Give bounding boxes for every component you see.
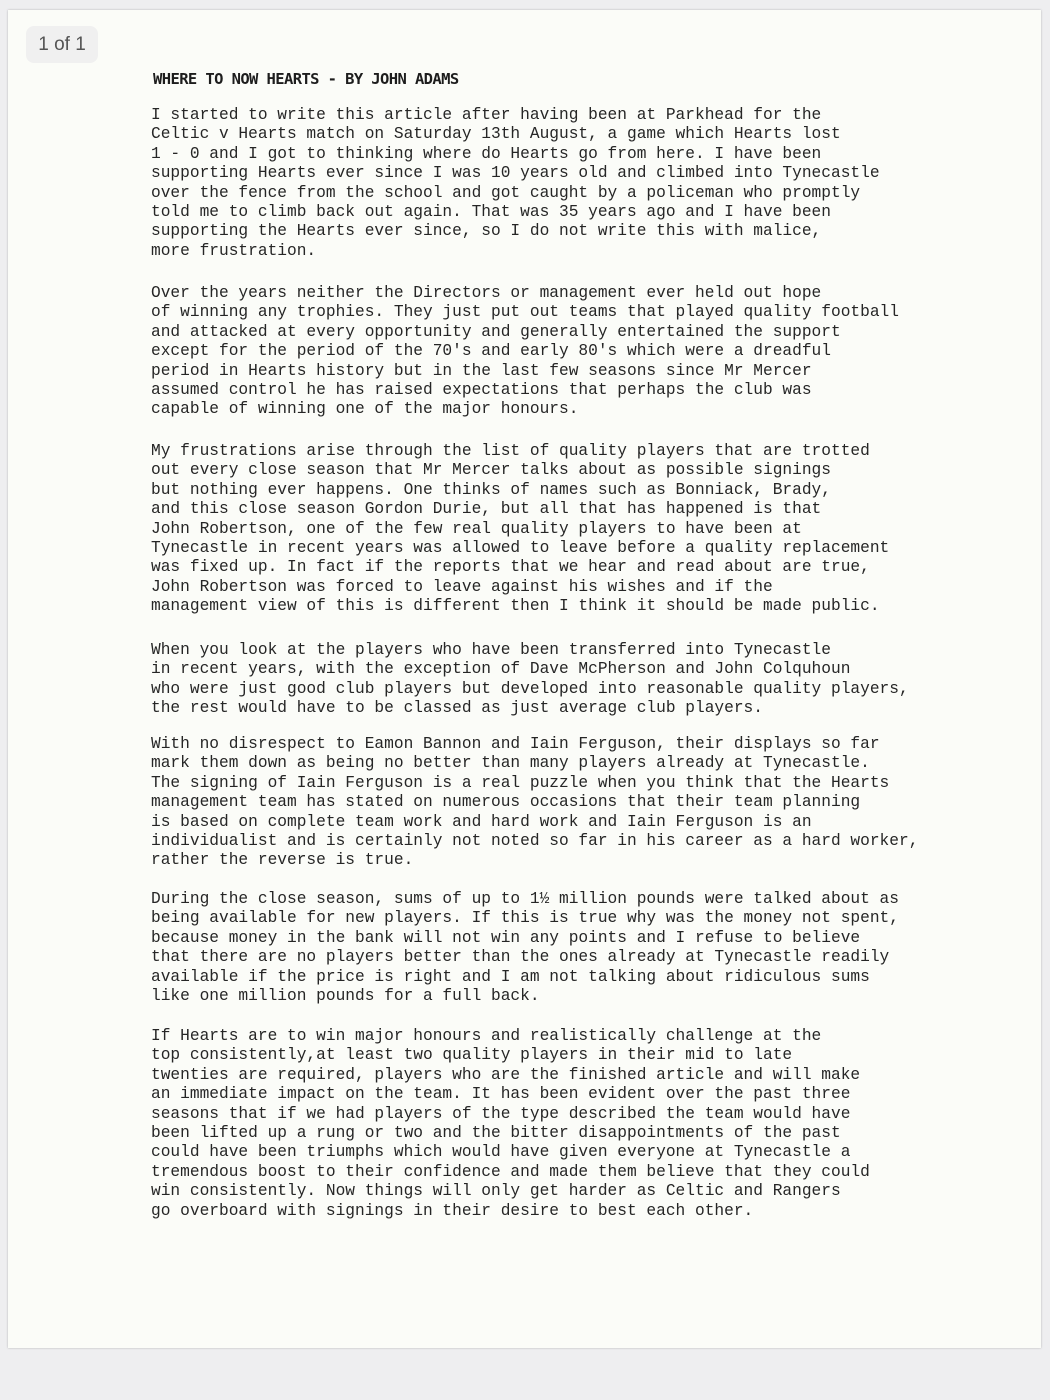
text-line: The signing of Iain Ferguson is a real puzzle when you think that the Hearts (151, 773, 890, 792)
article-title: WHERE TO NOW HEARTS - BY JOHN ADAMS (153, 70, 459, 88)
text-line: John Robertson was forced to leave against his wishes and if the (151, 577, 773, 596)
text-line: mark them down as being no better than many players already at Tynecastle. (151, 754, 870, 773)
text-line: assumed control he has raised expectations that perhaps the club was (151, 381, 812, 400)
text-line: supporting the Hearts ever since, so I do not write this with malice, (151, 222, 822, 241)
text-line: win consistently. Now things will only get harder as Celtic and Rangers (151, 1182, 841, 1201)
article-paragraph (151, 106, 941, 261)
text-line: available if the price is right and I am not talking about ridiculous sums (151, 967, 870, 986)
text-line: capable of winning one of the major honours. (151, 400, 579, 419)
text-line: an immediate impact on the team. It has been evident over the past three (151, 1085, 851, 1104)
article-paragraph (151, 442, 941, 617)
text-line: twenties are required, players who are the finished article and will make (151, 1065, 861, 1084)
text-line: was fixed up. In fact if the reports that we hear and read about are true, (151, 558, 870, 577)
text-line: told me to climb back out again. That was 35 years ago and I have been (151, 203, 831, 222)
text-line: of winning any trophies. They just put out teams that played quality football (151, 303, 899, 322)
text-line: out every close season that Mr Mercer talks about as possible signings (151, 461, 831, 480)
text-line: could have been triumphs which would have given everyone at Tynecastle a (151, 1143, 851, 1162)
text-line: over the fence from the school and got caught by a policeman who promptly (151, 183, 861, 202)
text-line: seasons that if we had players of the type described the team would have (151, 1104, 851, 1123)
text-line: When you look at the players who have been transferred into Tynecastle (151, 641, 831, 659)
text-line: With no disrespect to Eamon Bannon and Iain Ferguson, their displays so far (151, 735, 880, 753)
text-line: I started to write this article after having been at Parkhead for the (151, 106, 822, 124)
text-line: Tynecastle in recent years was allowed to leave before a quality replacement (151, 539, 890, 558)
text-line: because money in the bank will not win any points and I refuse to believe (151, 928, 861, 947)
text-line: except for the period of the 70's and early 80's which were a dreadful (151, 342, 831, 361)
text-line: top consistently,at least two quality players in their mid to late (151, 1046, 793, 1065)
text-line: that there are no players better than the ones already at Tynecastle readily (151, 948, 890, 967)
article-paragraph (151, 284, 941, 420)
text-line: who were just good club players but developed into reasonable quality players, (151, 679, 909, 698)
text-line: been lifted up a rung or two and the bitter disappointments of the past (151, 1124, 841, 1143)
text-line: go overboard with signings in their desire to best each other. (151, 1201, 754, 1220)
text-line: Celtic v Hearts match on Saturday 13th August, a game which Hearts lost (151, 125, 841, 144)
page-indicator: 1 of 1 (26, 26, 98, 63)
text-line: During the close season, sums of up to 1½ million pounds were talked about as (151, 890, 899, 908)
text-line: more frustration. (151, 241, 317, 260)
text-line: tremendous boost to their confidence and made them believe that they could (151, 1162, 870, 1181)
text-line: management team has stated on numerous occasions that their team planning (151, 793, 861, 812)
text-line: being available for new players. If this is true why was the money not spent, (151, 909, 899, 928)
text-line: and this close season Gordon Durie, but all that has happened is that (151, 500, 822, 519)
text-line: rather the reverse is true. (151, 851, 414, 870)
text-line: 1 - 0 and I got to thinking where do Hearts go from here. I have been (151, 144, 822, 163)
text-line: in recent years, with the exception of Dave McPherson and John Colquhoun (151, 660, 851, 679)
article-paragraph (151, 1027, 941, 1221)
text-line: My frustrations arise through the list of quality players that are trotted (151, 442, 870, 460)
text-line: Over the years neither the Directors or management ever held out hope (151, 284, 822, 302)
text-line: but nothing ever happens. One thinks of names such as Bonniack, Brady, (151, 480, 831, 499)
text-line: management view of this is different then I think it should be made public. (151, 597, 880, 616)
text-line: If Hearts are to win major honours and realistically challenge at the (151, 1027, 822, 1045)
text-line: John Robertson, one of the few real quality players to have been at (151, 519, 802, 538)
text-line: is based on complete team work and hard work and Iain Ferguson is an (151, 812, 812, 831)
text-line: like one million pounds for a full back. (151, 987, 540, 1006)
article-paragraph (151, 890, 941, 1006)
text-line: supporting Hearts ever since I was 10 years old and climbed into Tynecastle (151, 164, 880, 183)
text-line: period in Hearts history but in the last few seasons since Mr Mercer (151, 361, 812, 380)
text-line: and attacked at every opportunity and generally entertained the support (151, 322, 841, 341)
article-paragraph (151, 641, 941, 719)
text-line: the rest would have to be classed as just average club players. (151, 699, 763, 718)
article-paragraph (151, 735, 941, 871)
document-page (8, 10, 1041, 1348)
text-line: individualist and is certainly not noted so far in his career as a hard worker, (151, 832, 919, 851)
